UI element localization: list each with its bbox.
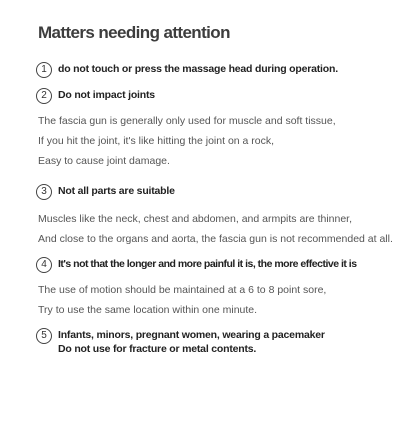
section-2-body-line-3: Easy to cause joint damage. [38,155,170,167]
section-1-title: do not touch or press the massage head during operation. [58,63,338,75]
section-3-body-line-1: Muscles like the neck, chest and abdomen, and armpits are thinner, [38,213,353,225]
section-1-heading [36,62,338,78]
section-3-heading [36,184,175,200]
section-3-title: Not all parts are suitable [58,185,175,197]
circled-number-4: 4 [36,257,52,273]
section-5-heading [36,328,325,356]
circled-number-5: 5 [36,328,52,344]
circled-number-3: 3 [36,184,52,200]
section-2-body-line-1: The fascia gun is generally only used for muscle and soft tissue, [38,115,336,127]
circled-number-1: 1 [36,62,52,78]
circled-number-2: 2 [36,88,52,104]
section-4-body-line-2: Try to use the same location within one minute. [38,304,258,316]
section-4-body-line-1: The use of motion should be maintained at a 6 to 8 point sore, [38,284,327,296]
section-4-heading [36,257,357,273]
section-2-heading [36,88,155,104]
section-2-title: Do not impact joints [58,89,155,101]
section-5-title-line-2: Do not use for fracture or metal contents. [58,343,257,355]
section-2-body-line-2: If you hit the joint, it's like hitting the joint on a rock, [38,135,275,147]
page-title: Matters needing attention [38,23,230,42]
section-4-title: It's not that the longer and more painful it is, the more effective it is [58,258,357,270]
section-3-body-line-2: And close to the organs and aorta, the fascia gun is not recommended at all. [38,233,393,245]
section-5-title-line-1: Infants, minors, pregnant women, wearing a pacemaker [58,329,325,341]
